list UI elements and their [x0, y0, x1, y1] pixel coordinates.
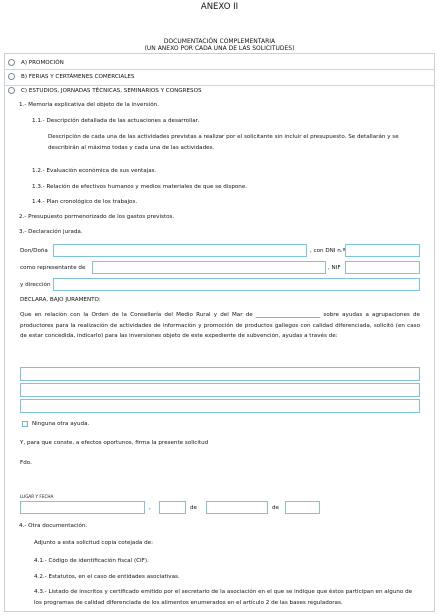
section-4-heading: 4.- Otra documentación. — [19, 523, 88, 529]
place-date-label: LUGAR Y FECHA — [20, 494, 54, 499]
item-1-3: 1.3.- Relación de efectivos humanos y medios materiales de que se dispone. — [32, 184, 248, 190]
item-1-2: 1.2.- Evaluación económica de sus ventajas. — [32, 168, 157, 174]
no-other-aid-label: Ninguna otra ayuda. — [32, 421, 90, 427]
name-field[interactable] — [53, 244, 307, 257]
option-divider — [4, 69, 435, 70]
aid-field-1[interactable] — [20, 367, 420, 381]
year-field[interactable] — [285, 501, 320, 514]
item-1-1: 1.1.- Descripción detallada de las actuaciones a desarrollar. — [32, 118, 200, 124]
entity-field[interactable] — [92, 261, 326, 274]
declaration-text: Que en relación con la Orden de la Consellería del Medio Rural y del Mar de _______________________ sobre ayudas a agrupaciones de productores para la realización de actividades de información y promoción de productos gallegos con calidad diferenciada, solicitó (en caso de estar concedida, indicarlo) para las inversiones objeto de este expediente de subvención, ayudas a través de: — [20, 312, 420, 339]
section-2-heading: 2.- Presupuesto pormenorizado de los gastos previstos. — [19, 214, 175, 220]
aid-field-3[interactable] — [20, 399, 420, 413]
aid-field-2[interactable] — [20, 383, 420, 397]
option-divider — [4, 85, 435, 86]
section-1-heading: 1.- Memoria explicativa del objeto de la inversión. — [19, 102, 159, 108]
option-a-label: A) PROMOCIÓN — [21, 60, 64, 66]
document-title: DOCUMENTACIÓN COMPLEMENTARIA — [163, 38, 276, 45]
de-label-1: de — [190, 505, 197, 511]
de-label-2: de — [272, 505, 279, 511]
attachments-intro: Adjunto a esta solicitud copia cotejada de: — [34, 540, 153, 546]
annex-title: ANEXO II — [200, 2, 239, 12]
address-field[interactable] — [53, 278, 420, 291]
item-4-1: 4.1.- Código de identificación fiscal (CIF). — [34, 558, 149, 564]
signature-statement: Y, para que conste, a efectos oportunos, firma la presente solicitud — [20, 440, 209, 446]
option-c-radio[interactable] — [8, 87, 15, 94]
item-1-4: 1.4.- Plan cronológico de los trabajos. — [32, 199, 138, 205]
month-field[interactable] — [206, 501, 268, 514]
document-subtitle: (UN ANEXO POR CADA UNA DE LAS SOLICITUDES) — [144, 45, 295, 52]
address-label: y dirección — [20, 282, 51, 288]
signature-label: Fdo. — [20, 460, 32, 466]
dni-label: , con DNI n.º — [310, 248, 346, 254]
option-a-radio[interactable] — [8, 59, 15, 66]
place-field[interactable] — [20, 501, 145, 514]
section-3-heading: 3.- Declaración jurada. — [19, 229, 83, 235]
item-4-2: 4.2.- Estatutos, en el caso de entidades asociativas. — [34, 574, 180, 580]
declaration-label: DECLARA, BAJO JURAMENTO: — [20, 297, 101, 303]
option-b-radio[interactable] — [8, 73, 15, 80]
representative-label: como representante de — [20, 265, 86, 271]
no-other-aid-checkbox[interactable] — [22, 421, 28, 427]
nif-label: , NIF — [328, 265, 341, 271]
nif-field[interactable] — [345, 261, 420, 274]
option-b-label: B) FERIAS Y CERTÁMENES COMERCIALES — [21, 74, 135, 80]
don-label: Don/Doña — [20, 248, 48, 254]
item-1-1-description: Descripción de cada una de las actividades previstas a realizar por el solicitante sin incluir el presupuesto. Se detallarán y se describirán al máximo todas y cada una de las actividades. — [48, 134, 399, 151]
option-c-label: C) ESTUDIOS, JORNADAS TÉCNICAS, SEMINARIOS Y CONGRESOS — [21, 88, 202, 94]
place-comma: , — [149, 505, 151, 511]
day-field[interactable] — [159, 501, 186, 514]
dni-field[interactable] — [345, 244, 420, 257]
item-4-3: 4.3.- Listado de inscritos y certificado emitido por el secretario de la asociación en el que se indique que éstos participan en alguno de los programas de calidad diferenciada de los alimentos enumerados en el artículo 2 de las bases reguladoras. — [34, 589, 413, 606]
